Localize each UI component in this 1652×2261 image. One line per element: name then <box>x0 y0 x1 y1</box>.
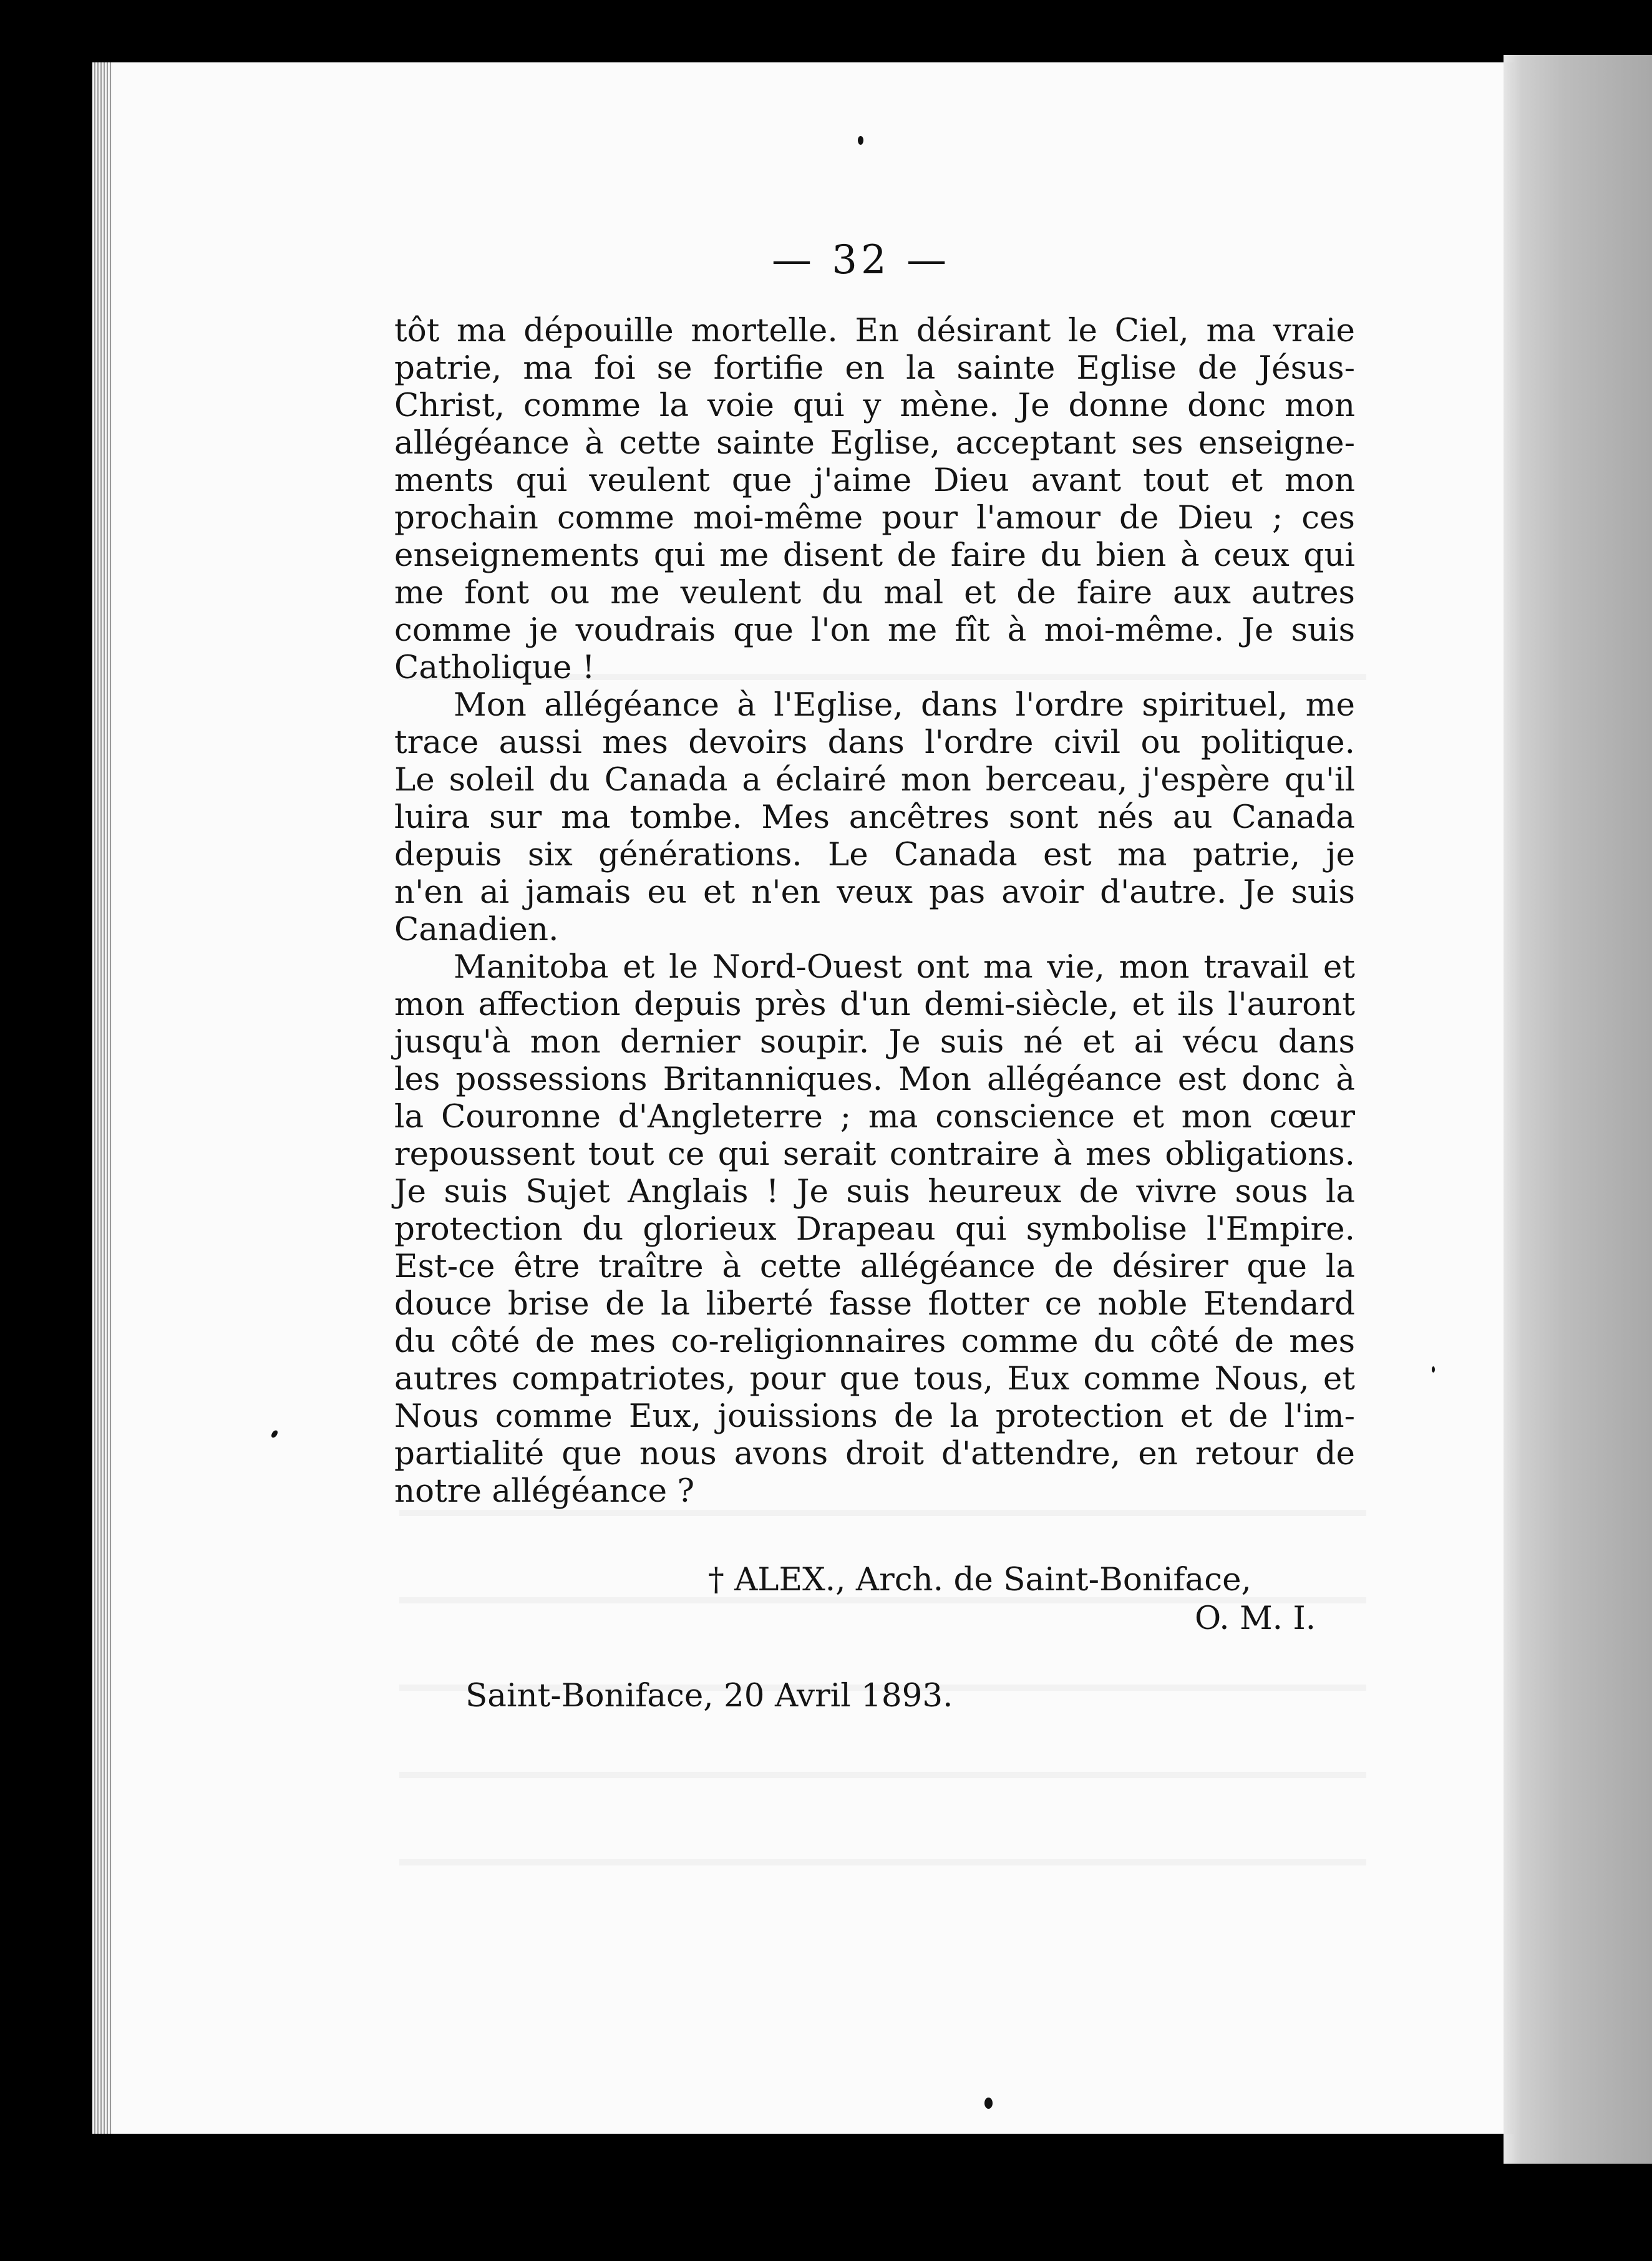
text-line: autres compatriotes, pour que tous, Eux comme Nous, et <box>394 1360 1355 1398</box>
text-line: Manitoba et le Nord-Ouest ont ma vie, mon travail et <box>454 948 1355 986</box>
text-line: Nous comme Eux, jouissions de la protection et de l'im- <box>394 1398 1355 1435</box>
text-line: partialité que nous avons droit d'attendre, en retour de <box>394 1435 1355 1472</box>
scan-speck <box>984 2098 993 2109</box>
text-line: douce brise de la liberté fasse flotter ce noble Etendard <box>394 1285 1355 1323</box>
body-text <box>394 312 1355 1510</box>
text-line: protection du glorieux Drapeau qui symbolise l'Empire. <box>394 1210 1355 1248</box>
text-line: Mon allégéance à l'Eglise, dans l'ordre spirituel, me <box>454 686 1355 724</box>
text-line: trace aussi mes devoirs dans l'ordre civil ou politique. <box>394 724 1355 761</box>
text-line: Canadien. <box>394 911 559 948</box>
dateline: Saint-Boniface, 20 Avril 1893. <box>465 1677 953 1714</box>
text-line: Je suis Sujet Anglais ! Je suis heureux de vivre sous la <box>394 1173 1355 1210</box>
bleed-through-line <box>399 1510 1366 1516</box>
text-line: enseignements qui me disent de faire du bien à ceux qui <box>394 537 1355 574</box>
text-line: Est-ce être traître à cette allégéance de désirer que la <box>394 1248 1355 1285</box>
text-line: me font ou me veulent du mal et de faire aux autres <box>394 574 1355 611</box>
text-line: ments qui veulent que j'aime Dieu avant tout et mon <box>394 462 1355 499</box>
text-line: n'en ai jamais eu et n'en veux pas avoir d'autre. Je suis <box>394 873 1355 911</box>
text-line: patrie, ma foi se fortifie en la sainte Eglise de Jésus- <box>394 349 1355 387</box>
text-line: Catholique ! <box>394 649 595 686</box>
text-line: Le soleil du Canada a éclairé mon berceau, j'espère qu'il <box>394 761 1355 799</box>
scan-speck <box>858 136 863 145</box>
text-line: notre allégéance ? <box>394 1472 695 1510</box>
signature-name: † ALEX., Arch. de Saint-Boniface, <box>708 1561 1251 1598</box>
bleed-through-line <box>399 1859 1366 1865</box>
page-number: — 32 — <box>771 237 951 283</box>
text-line: tôt ma dépouille mortelle. En désirant le Ciel, ma vraie <box>394 312 1355 349</box>
text-line: les possessions Britanniques. Mon allégéance est donc à <box>394 1061 1355 1098</box>
text-line: la Couronne d'Angleterre ; ma conscience et mon cœur <box>394 1098 1355 1135</box>
page-edge-stack <box>92 62 114 2134</box>
facing-page-edge <box>1504 55 1652 2164</box>
text-line: repoussent tout ce qui serait contraire à mes obligations. <box>394 1135 1355 1173</box>
text-line: allégéance à cette sainte Eglise, acceptant ses enseigne- <box>394 424 1355 462</box>
bleed-through-line <box>399 1772 1366 1778</box>
text-line: comme je voudrais que l'on me fît à moi-même. Je suis <box>394 611 1355 649</box>
text-line: luira sur ma tombe. Mes ancêtres sont nés au Canada <box>394 799 1355 836</box>
text-line: du côté de mes co-religionnaires comme du côté de mes <box>394 1323 1355 1360</box>
text-line: depuis six générations. Le Canada est ma patrie, je <box>394 836 1355 873</box>
text-line: Christ, comme la voie qui y mène. Je donne donc mon <box>394 387 1355 424</box>
signature-order: O. M. I. <box>1195 1600 1316 1637</box>
scan-speck <box>1432 1366 1435 1373</box>
text-line: jusqu'à mon dernier soupir. Je suis né et ai vécu dans <box>394 1023 1355 1061</box>
text-line: mon affection depuis près d'un demi-siècle, et ils l'auront <box>394 986 1355 1023</box>
text-line: prochain comme moi-même pour l'amour de Dieu ; ces <box>394 499 1355 537</box>
